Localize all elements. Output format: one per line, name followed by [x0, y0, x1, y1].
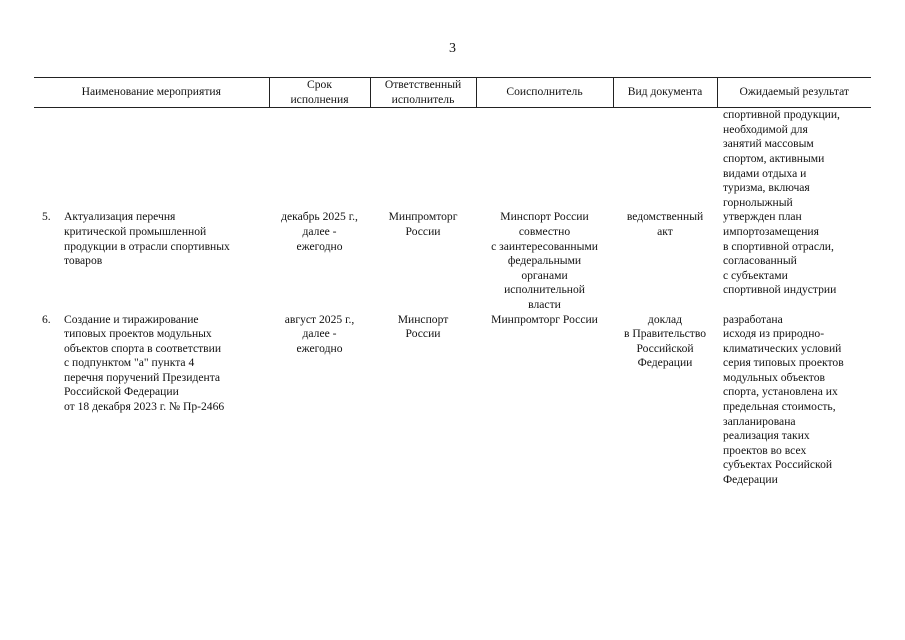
table-header-row	[34, 78, 871, 108]
responsible-cell: Минспорт России	[397, 312, 449, 341]
row-number: 6.	[42, 312, 51, 326]
coexecutor-cell: Минспорт России совместно с заинтересованными федеральными органами исполнительной власти	[491, 210, 598, 311]
result-cell: разработана исходя из природно- климатических условий серия типовых проектов модульных объектов спорта, установлена их предельная стоимость, запланирована реализация таких проектов во всех субъектах Российской Федерации	[723, 312, 844, 487]
result-cell: утвержден план импортозамещения в спортивной отрасли, согласованный с субъектами спортивной индустрии	[723, 210, 837, 297]
measure-name: Актуализация перечня критической промышленной продукции в отрасли спортивных товаров	[64, 210, 230, 268]
deadline-cell: декабрь 2025 г., далее - ежегодно	[281, 210, 358, 253]
header-responsible: Ответственный исполнитель	[370, 78, 476, 108]
row-number: 5.	[42, 210, 51, 224]
table-row	[34, 210, 871, 312]
responsible-cell: Минпромторг России	[388, 210, 458, 238]
empty-cell	[34, 108, 717, 211]
header-coexecutor: Соисполнитель	[476, 78, 613, 108]
header-measure-name: Наименование мероприятия	[34, 78, 269, 108]
table-row	[34, 313, 871, 488]
header-doc-type: Вид документа	[613, 78, 717, 108]
page-number: 3	[449, 41, 456, 56]
header-deadline: Срок исполнения	[269, 78, 370, 108]
deadline-cell: август 2025 г., далее - ежегодно	[284, 312, 355, 355]
measure-name: Создание и тиражирование типовых проектов модульных объектов спорта в соответствии с подпунктом "а" пункта 4 перечня поручений Президента Российской Федерации от 18 декабря 2023 г. № Пр-2466	[64, 312, 225, 414]
doc-type-cell: доклад в Правительство Российской Федерации	[623, 312, 707, 370]
coexecutor-cell: Минпромторг России	[491, 312, 598, 326]
header-expected-result: Ожидаемый результат	[717, 78, 871, 108]
doc-type-cell: ведомственный акт	[626, 210, 704, 238]
measures-table	[34, 77, 871, 488]
table-row-continuation	[34, 108, 871, 211]
result-cell: спортивной продукции, необходимой для занятий массовым спортом, активными видами отдыха и туризма, включая горнолыжный	[723, 108, 840, 209]
